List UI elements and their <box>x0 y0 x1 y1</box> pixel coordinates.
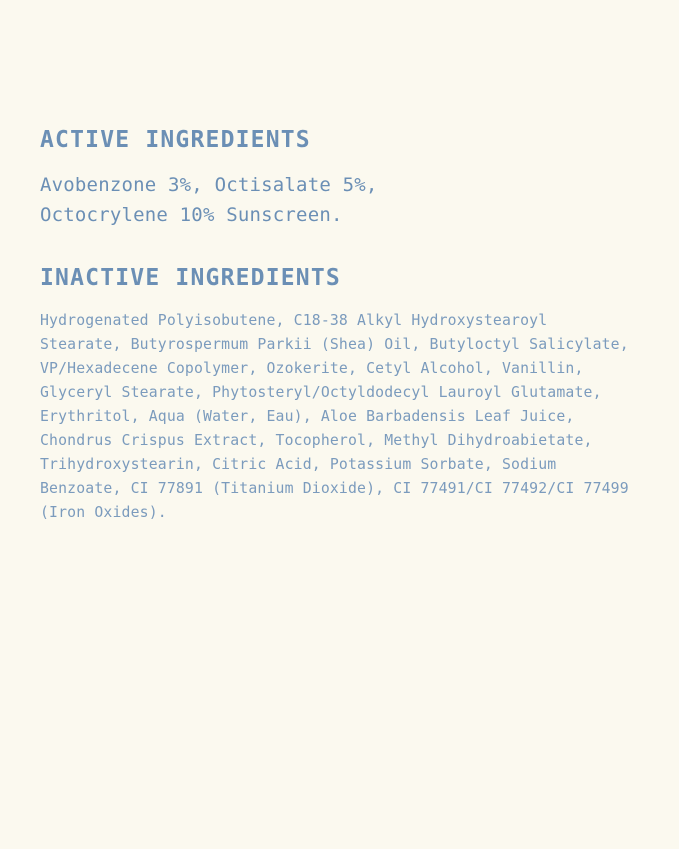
inactive-ingredients-section <box>40 266 639 525</box>
active-ingredients-text: Avobenzone 3%, Octisalate 5%, Octocrylene 10% Sunscreen. <box>40 174 378 226</box>
active-ingredients-heading: ACTIVE INGREDIENTS <box>40 127 311 153</box>
active-ingredients-section <box>40 128 639 230</box>
inactive-ingredients-text: Hydrogenated Polyisobutene, C18-38 Alkyl Hydroxystearoyl Stearate, Butyrospermum Parkii (Shea) Oil, Butyloctyl Salicylate, VP/Hexadecene Copolymer, Ozokerite, Cetyl Alcohol, Vanillin, Glyceryl Stearate, Phytosteryl/Octyldodecyl Lauroyl Glutamate, Erythritol, Aqua (Water, Eau), Aloe Barbadensis Leaf Juice, Chondrus Crispus Extract, Tocopherol, Methyl Dihydroabietate, Trihydroxystearin, Citric Acid, Potassium Sorbate, Sodium Benzoate, CI 77891 (Titanium Dioxide), CI 77491/CI 77492/CI 77499 (Iron Oxides). <box>40 312 629 522</box>
inactive-ingredients-heading: INACTIVE INGREDIENTS <box>40 265 341 292</box>
